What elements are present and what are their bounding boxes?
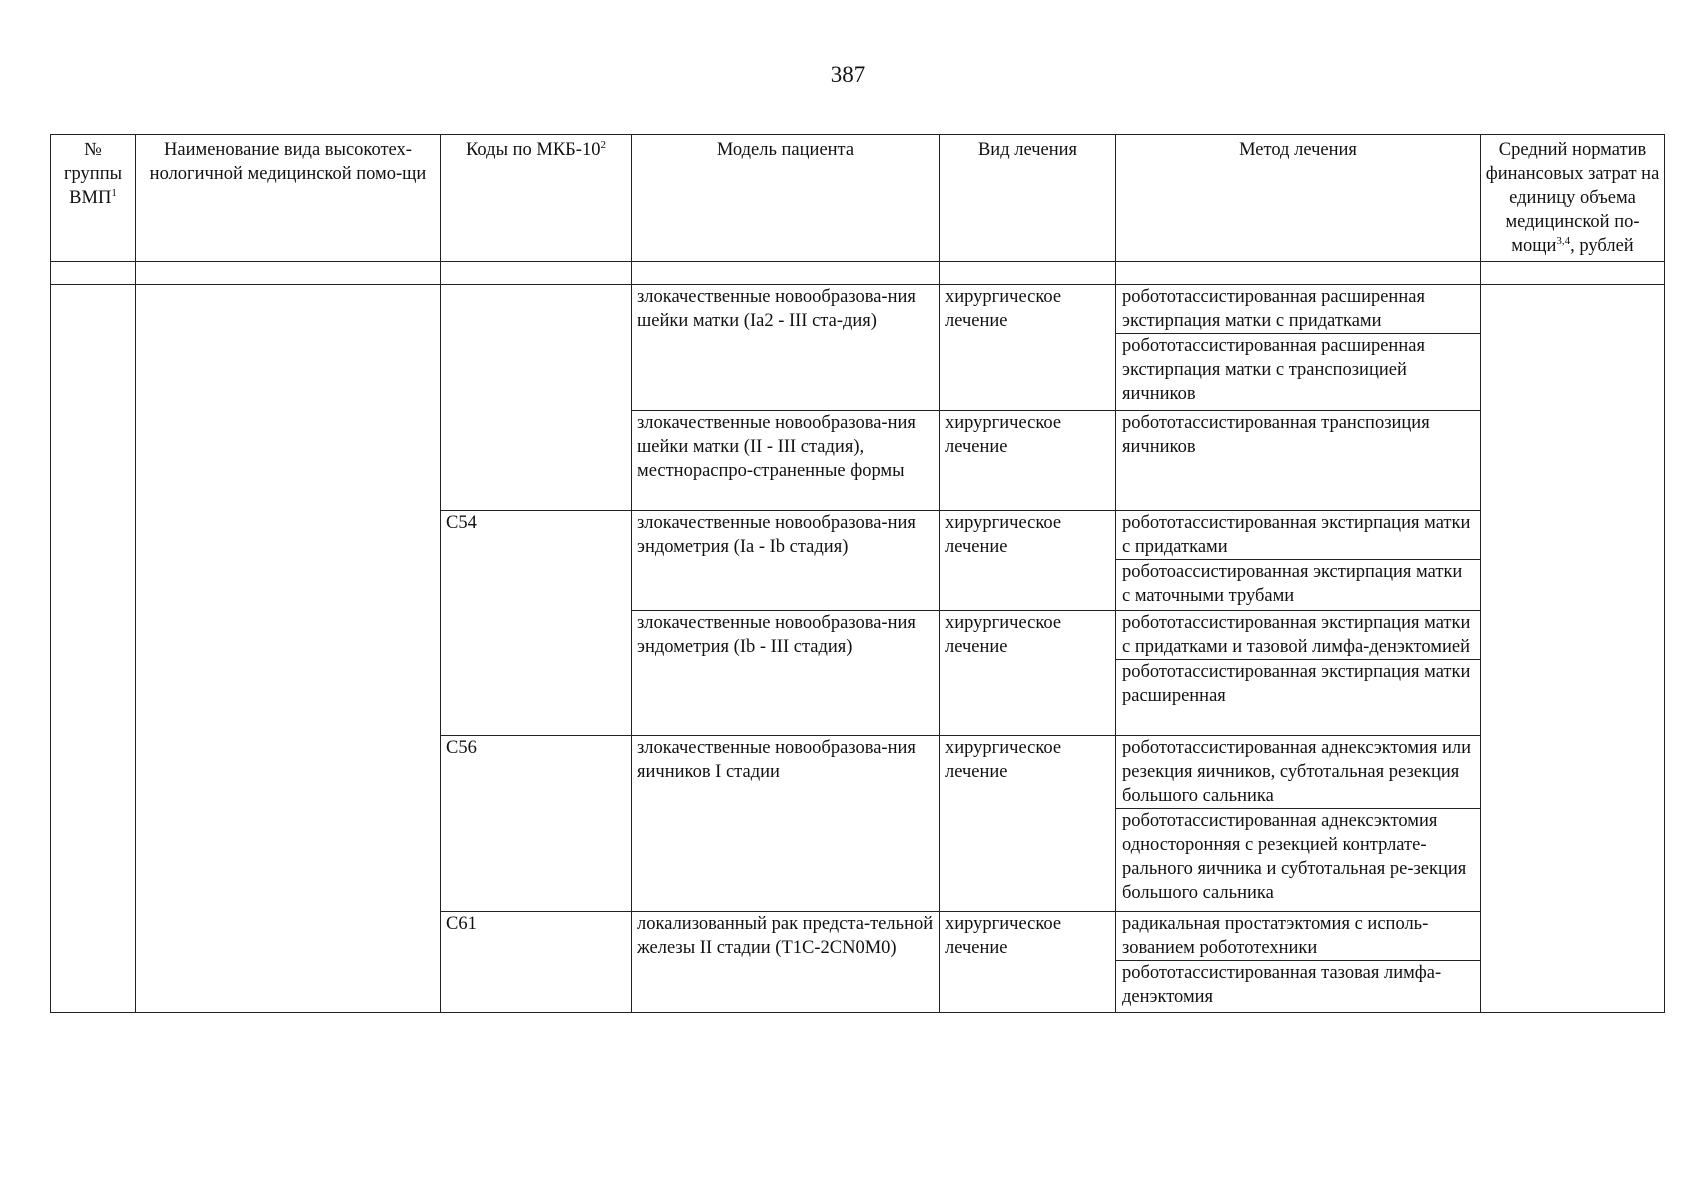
treatment-method: робототассистированная расширенная экстирпация матки с придатками: [1116, 285, 1480, 334]
treatment-method: робототассистированная транспозиция яичников: [1122, 413, 1430, 457]
treatment-method: радикальная простатэктомия с исполь-зованием робототехники: [1116, 912, 1480, 961]
treatment-method: робототассистированная экстирпация матки с придатками: [1116, 511, 1480, 560]
header-care-type: Наименование вида высокотех-нологичной медицинской помо-щи: [136, 135, 441, 262]
patient-model-cell: злокачественные новообразова-ния шейки матки (Ia2 - III ста-дия): [632, 285, 940, 411]
treatment-type-cell: хирургическое лечение: [940, 411, 1116, 511]
treatment-type-cell: хирургическое лечение: [940, 912, 1116, 1013]
treatment-method: робототассистированная экстирпация матки расширенная: [1122, 662, 1471, 706]
header-patient-model: Модель пациента: [632, 135, 940, 262]
header-cost-standard: Средний норматив финансовых затрат на единицу объема медицинской по-мощи$^{3,4}$, рублей: [1481, 135, 1665, 262]
treatment-method-cell: [1116, 611, 1481, 736]
vmp-table: [50, 134, 1665, 1013]
group-number-cell: [51, 285, 136, 1013]
table-row: [51, 285, 1665, 411]
page-number: 387: [830, 62, 866, 87]
patient-model-cell: локализованный рак предста-тельной железы II стадии (T1C-2CN0M0): [632, 912, 940, 1013]
treatment-method: робототассистированная экстирпация матки с придатками и тазовой лимфа-денэктомией: [1116, 611, 1480, 660]
header-group-number: № группы ВМП$^1$: [51, 135, 136, 262]
treatment-type-cell: хирургическое лечение: [940, 611, 1116, 736]
header-treatment-type: Вид лечения: [940, 135, 1116, 262]
treatment-method-cell: [1116, 736, 1481, 912]
header-treatment-method: Метод лечения: [1116, 135, 1481, 262]
treatment-method: робототассистированная тазовая лимфа-денэктомия: [1122, 963, 1442, 1007]
header-icd-codes: Коды по МКБ-$10^2$: [441, 135, 632, 262]
treatment-method-cell: [1116, 912, 1481, 1013]
treatment-method-cell: [1116, 411, 1481, 511]
patient-model-cell: злокачественные новообразова-ния эндометрия (Ia - Ib стадия): [632, 511, 940, 611]
treatment-method: робототассистированная расширенная экстирпация матки с транспозицией яичников: [1122, 336, 1425, 404]
treatment-type-cell: хирургическое лечение: [940, 285, 1116, 411]
treatment-method: робототассистированная аднексэктомия односторонняя с резекцией контрлате-рального яичника и субтотальная ре-зекция большого сальника: [1122, 811, 1467, 903]
patient-model-cell: злокачественные новообразова-ния эндометрия (Ib - III стадия): [632, 611, 940, 736]
treatment-type-cell: хирургическое лечение: [940, 736, 1116, 912]
patient-model-cell: злокачественные новообразова-ния яичников I стадии: [632, 736, 940, 912]
patient-model-cell: злокачественные новообразова-ния шейки матки (II - III стадия), местнораспро-страненные формы: [632, 411, 940, 511]
treatment-method: роботоассистированная экстирпация матки с маточными трубами: [1122, 562, 1463, 606]
icd-code-cell: C61: [441, 912, 632, 1013]
treatment-method-cell: [1116, 511, 1481, 611]
cost-standard-cell: [1481, 285, 1665, 1013]
treatment-method: робототассистированная аднексэктомия или резекция яичников, субтотальная резекция большого сальника: [1116, 736, 1480, 809]
empty-row: [51, 262, 1665, 285]
icd-code-cell: C54: [441, 511, 632, 736]
treatment-type-cell: хирургическое лечение: [940, 511, 1116, 611]
care-type-cell: [136, 285, 441, 1013]
icd-code-cell: C56: [441, 736, 632, 912]
header-row: [51, 135, 1665, 262]
icd-code-cell: [441, 285, 632, 511]
treatment-method-cell: [1116, 285, 1481, 411]
